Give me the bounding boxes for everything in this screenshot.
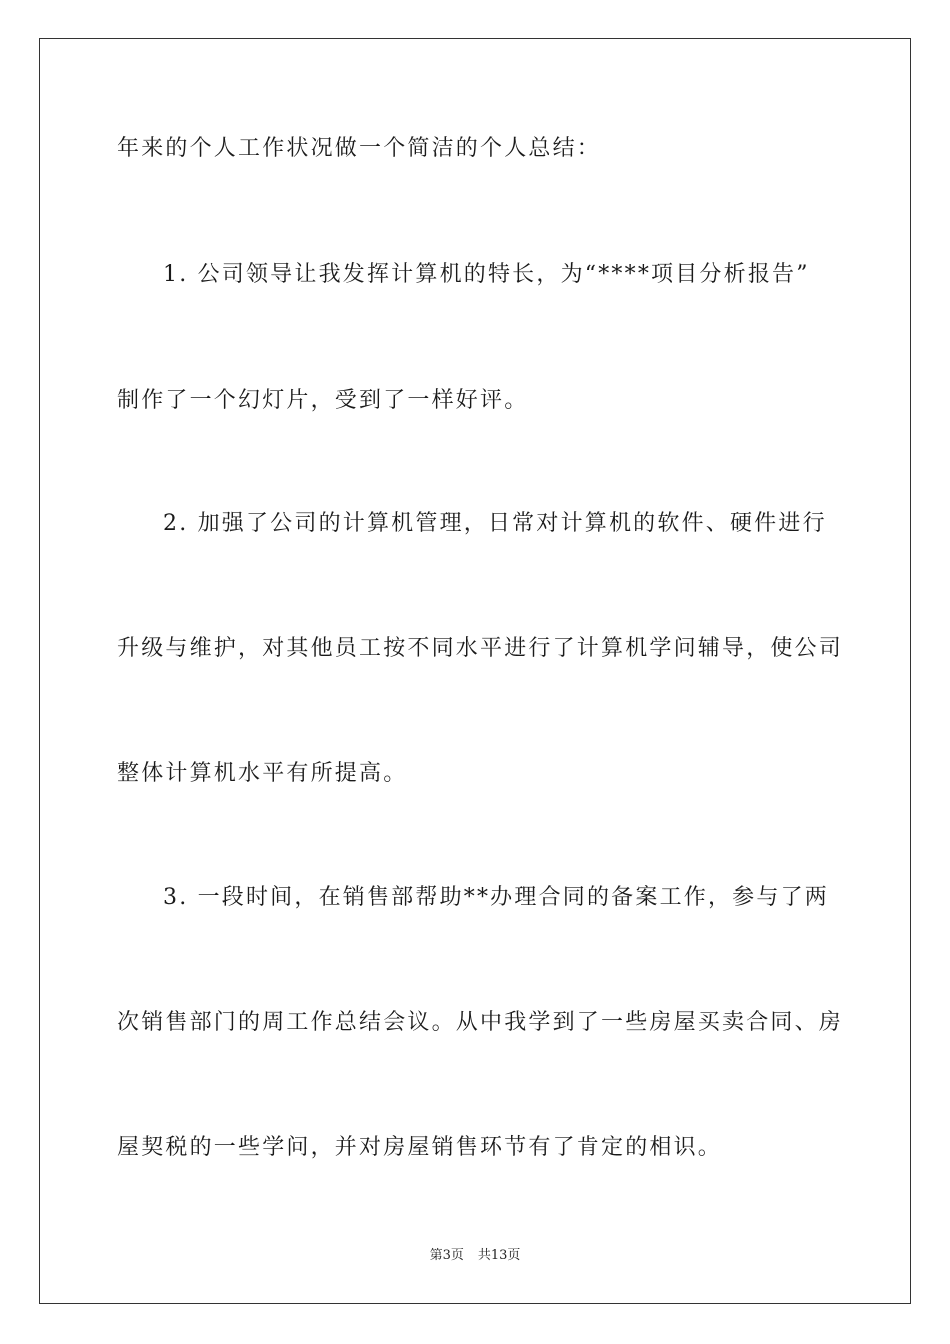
page-footer [0,1248,950,1264]
list-item-1-line: 1. 公司领导让我发挥计算机的特长，为“****项目分析报告” [163,262,810,287]
paragraph-line: 整体计算机水平有所提高。 [117,761,408,786]
list-item-2-line: 2. 加强了公司的计算机管理，日常对计算机的软件、硬件进行 [163,511,827,536]
paragraph-line: 年来的个人工作状况做一个简洁的个人总结： [117,136,602,161]
paragraph-line: 次销售部门的周工作总结会议。从中我学到了一些房屋买卖合同、房 [117,1010,844,1035]
page-frame [39,38,911,1304]
list-item-3-line: 3. 一段时间，在销售部帮助**办理合同的备案工作，参与了两 [163,885,829,910]
paragraph-line: 升级与维护，对其他员工按不同水平进行了计算机学问辅导，使公司 [117,636,844,661]
page-total: 共13页 [477,1248,521,1263]
paragraph-line: 制作了一个幻灯片，受到了一样好评。 [117,388,529,413]
page-number: 第3页 [429,1248,464,1263]
paragraph-line: 屋契税的一些学问，并对房屋销售环节有了肯定的相识。 [117,1135,723,1160]
